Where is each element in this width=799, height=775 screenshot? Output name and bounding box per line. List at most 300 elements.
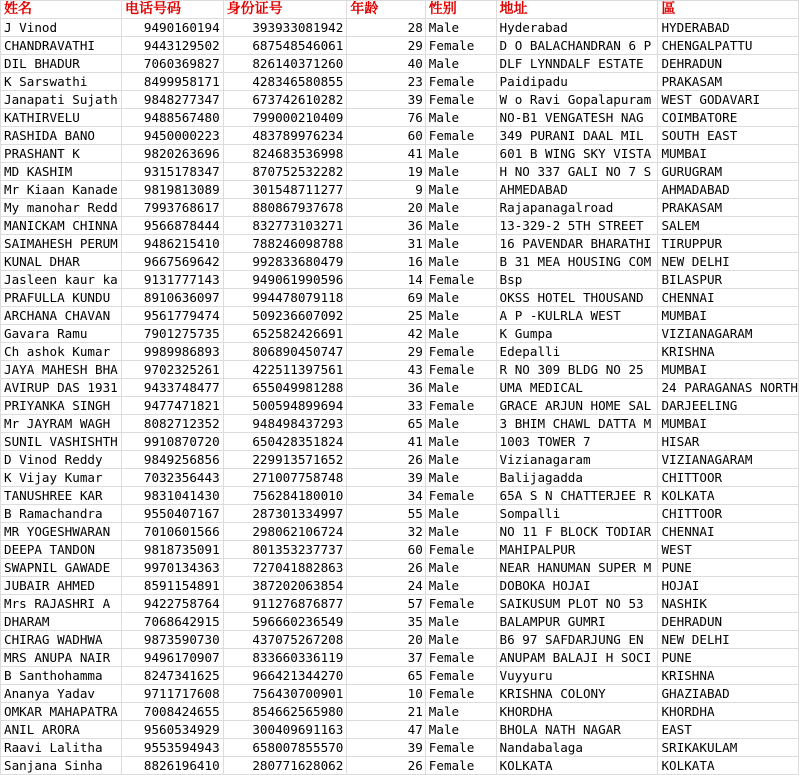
cell-district[interactable]: BILASPUR [658, 271, 799, 289]
cell-district[interactable]: AHMADABAD [658, 181, 799, 199]
cell-district[interactable]: COIMBATORE [658, 109, 799, 127]
cell-gender[interactable]: Male [425, 703, 496, 721]
cell-id-number[interactable]: 301548711277 [223, 181, 347, 199]
cell-gender[interactable]: Male [425, 109, 496, 127]
cell-id-number[interactable]: 428346580855 [223, 73, 347, 91]
header-phone[interactable]: 电话号码 [121, 1, 223, 19]
cell-age[interactable]: 41 [347, 145, 425, 163]
cell-id-number[interactable]: 833660336119 [223, 649, 347, 667]
cell-gender[interactable]: Male [425, 379, 496, 397]
cell-phone[interactable]: 9433748477 [121, 379, 223, 397]
cell-gender[interactable]: Female [425, 37, 496, 55]
cell-district[interactable]: DARJEELING [658, 397, 799, 415]
cell-phone[interactable]: 8591154891 [121, 577, 223, 595]
cell-address[interactable]: Hyderabad [496, 19, 658, 37]
cell-address[interactable]: W o Ravi Gopalapuram [496, 91, 658, 109]
cell-district[interactable]: DEHRADUN [658, 55, 799, 73]
cell-address[interactable]: NO 11 F BLOCK TODIAR [496, 523, 658, 541]
cell-district[interactable]: SALEM [658, 217, 799, 235]
cell-gender[interactable]: Male [425, 505, 496, 523]
cell-gender[interactable]: Female [425, 361, 496, 379]
cell-id-number[interactable]: 280771628062 [223, 757, 347, 775]
cell-name[interactable]: K Vijay Kumar [1, 469, 122, 487]
cell-name[interactable]: MD KASHIM [1, 163, 122, 181]
cell-name[interactable]: DHARAM [1, 613, 122, 631]
cell-district[interactable]: NASHIK [658, 595, 799, 613]
cell-address[interactable]: 16 PAVENDAR BHARATHI [496, 235, 658, 253]
cell-district[interactable]: WEST [658, 541, 799, 559]
cell-name[interactable]: DEEPA TANDON [1, 541, 122, 559]
cell-name[interactable]: Mr JAYRAM WAGH [1, 415, 122, 433]
cell-phone[interactable]: 9711717608 [121, 685, 223, 703]
cell-age[interactable]: 16 [347, 253, 425, 271]
cell-district[interactable]: KHORDHA [658, 703, 799, 721]
cell-name[interactable]: SUNIL VASHISHTH [1, 433, 122, 451]
cell-name[interactable]: Ananya Yadav [1, 685, 122, 703]
cell-name[interactable]: CHANDRAVATHI [1, 37, 122, 55]
cell-gender[interactable]: Female [425, 127, 496, 145]
cell-address[interactable]: BHOLA NATH NAGAR [496, 721, 658, 739]
cell-address[interactable]: Bsp [496, 271, 658, 289]
cell-age[interactable]: 65 [347, 667, 425, 685]
cell-phone[interactable]: 9450000223 [121, 127, 223, 145]
cell-address[interactable]: Paidipadu [496, 73, 658, 91]
cell-name[interactable]: K Sarswathi [1, 73, 122, 91]
cell-phone[interactable]: 7032356443 [121, 469, 223, 487]
cell-district[interactable]: NEW DELHI [658, 253, 799, 271]
cell-address[interactable]: Nandabalaga [496, 739, 658, 757]
cell-name[interactable]: My manohar Redd [1, 199, 122, 217]
cell-id-number[interactable]: 949061990596 [223, 271, 347, 289]
cell-id-number[interactable]: 655049981288 [223, 379, 347, 397]
cell-district[interactable]: KOLKATA [658, 757, 799, 775]
cell-name[interactable]: Gavara Ramu [1, 325, 122, 343]
cell-gender[interactable]: Male [425, 469, 496, 487]
cell-gender[interactable]: Male [425, 55, 496, 73]
cell-id-number[interactable]: 650428351824 [223, 433, 347, 451]
cell-age[interactable]: 69 [347, 289, 425, 307]
cell-age[interactable]: 40 [347, 55, 425, 73]
cell-name[interactable]: Janapati Sujath [1, 91, 122, 109]
cell-name[interactable]: MANICKAM CHINNA [1, 217, 122, 235]
cell-phone[interactable]: 9477471821 [121, 397, 223, 415]
cell-age[interactable]: 31 [347, 235, 425, 253]
cell-district[interactable]: MUMBAI [658, 307, 799, 325]
cell-address[interactable]: KHORDHA [496, 703, 658, 721]
cell-phone[interactable]: 9315178347 [121, 163, 223, 181]
cell-gender[interactable]: Male [425, 613, 496, 631]
cell-phone[interactable]: 9989986893 [121, 343, 223, 361]
cell-id-number[interactable]: 437075267208 [223, 631, 347, 649]
cell-gender[interactable]: Male [425, 163, 496, 181]
cell-name[interactable]: CHIRAG WADHWA [1, 631, 122, 649]
cell-phone[interactable]: 9848277347 [121, 91, 223, 109]
cell-phone[interactable]: 9553594943 [121, 739, 223, 757]
cell-address[interactable]: DLF LYNNDALF ESTATE [496, 55, 658, 73]
cell-name[interactable]: MR YOGESHWARAN [1, 523, 122, 541]
cell-address[interactable]: D O BALACHANDRAN 6 P [496, 37, 658, 55]
cell-id-number[interactable]: 799000210409 [223, 109, 347, 127]
cell-address[interactable]: K Gumpa [496, 325, 658, 343]
cell-address[interactable]: AHMEDABAD [496, 181, 658, 199]
cell-gender[interactable]: Female [425, 649, 496, 667]
cell-id-number[interactable]: 509236607092 [223, 307, 347, 325]
cell-address[interactable]: Vizianagaram [496, 451, 658, 469]
cell-name[interactable]: SAIMAHESH PERUM [1, 235, 122, 253]
cell-address[interactable]: OKSS HOTEL THOUSAND [496, 289, 658, 307]
cell-id-number[interactable]: 393933081942 [223, 19, 347, 37]
cell-address[interactable]: Edepalli [496, 343, 658, 361]
cell-gender[interactable]: Female [425, 91, 496, 109]
cell-name[interactable]: DIL BHADUR [1, 55, 122, 73]
cell-name[interactable]: OMKAR MAHAPATRA [1, 703, 122, 721]
cell-id-number[interactable]: 870752532282 [223, 163, 347, 181]
cell-district[interactable]: CHITTOOR [658, 505, 799, 523]
cell-name[interactable]: D Vinod Reddy [1, 451, 122, 469]
cell-age[interactable]: 32 [347, 523, 425, 541]
cell-gender[interactable]: Male [425, 235, 496, 253]
cell-id-number[interactable]: 500594899694 [223, 397, 347, 415]
cell-address[interactable]: SAIKUSUM PLOT NO 53 [496, 595, 658, 613]
cell-district[interactable]: SOUTH EAST [658, 127, 799, 145]
cell-id-number[interactable]: 483789976234 [223, 127, 347, 145]
cell-id-number[interactable]: 824683536998 [223, 145, 347, 163]
cell-name[interactable]: PRAFULLA KUNDU [1, 289, 122, 307]
cell-address[interactable]: 349 PURANI DAAL MIL [496, 127, 658, 145]
cell-district[interactable]: WEST GODAVARI [658, 91, 799, 109]
cell-address[interactable]: H NO 337 GALI NO 7 S [496, 163, 658, 181]
cell-address[interactable]: KOLKATA [496, 757, 658, 775]
cell-gender[interactable]: Male [425, 19, 496, 37]
cell-phone[interactable]: 9486215410 [121, 235, 223, 253]
cell-gender[interactable]: Male [425, 415, 496, 433]
cell-name[interactable]: Mr Kiaan Kanade [1, 181, 122, 199]
cell-gender[interactable]: Male [425, 181, 496, 199]
cell-id-number[interactable]: 992833680479 [223, 253, 347, 271]
cell-phone[interactable]: 9131777143 [121, 271, 223, 289]
cell-phone[interactable]: 9490160194 [121, 19, 223, 37]
cell-gender[interactable]: Female [425, 73, 496, 91]
cell-id-number[interactable]: 948498437293 [223, 415, 347, 433]
cell-id-number[interactable]: 966421344270 [223, 667, 347, 685]
cell-gender[interactable]: Female [425, 397, 496, 415]
cell-address[interactable]: NO-B1 VENGATESH NAG [496, 109, 658, 127]
cell-address[interactable]: 65A S N CHATTERJEE R [496, 487, 658, 505]
cell-district[interactable]: CHITTOOR [658, 469, 799, 487]
cell-district[interactable]: 24 PARAGANAS NORTH [658, 379, 799, 397]
cell-phone[interactable]: 7901275735 [121, 325, 223, 343]
cell-district[interactable]: PRAKASAM [658, 73, 799, 91]
cell-name[interactable]: ARCHANA CHAVAN [1, 307, 122, 325]
cell-gender[interactable]: Female [425, 595, 496, 613]
cell-id-number[interactable]: 673742610282 [223, 91, 347, 109]
cell-phone[interactable]: 9496170907 [121, 649, 223, 667]
cell-district[interactable]: MUMBAI [658, 145, 799, 163]
cell-gender[interactable]: Male [425, 307, 496, 325]
cell-phone[interactable]: 7993768617 [121, 199, 223, 217]
cell-id-number[interactable]: 911276876877 [223, 595, 347, 613]
cell-id-number[interactable]: 854662565980 [223, 703, 347, 721]
cell-name[interactable]: PRIYANKA SINGH [1, 397, 122, 415]
cell-phone[interactable]: 9560534929 [121, 721, 223, 739]
cell-gender[interactable]: Male [425, 199, 496, 217]
cell-id-number[interactable]: 652582426691 [223, 325, 347, 343]
cell-district[interactable]: KOLKATA [658, 487, 799, 505]
cell-age[interactable]: 34 [347, 487, 425, 505]
cell-district[interactable]: CHENNAI [658, 289, 799, 307]
cell-district[interactable]: VIZIANAGARAM [658, 451, 799, 469]
cell-name[interactable]: Sanjana Sinha [1, 757, 122, 775]
cell-age[interactable]: 43 [347, 361, 425, 379]
cell-gender[interactable]: Male [425, 289, 496, 307]
cell-name[interactable]: KATHIRVELU [1, 109, 122, 127]
cell-age[interactable]: 57 [347, 595, 425, 613]
cell-district[interactable]: TIRUPPUR [658, 235, 799, 253]
cell-address[interactable]: KRISHNA COLONY [496, 685, 658, 703]
header-gender[interactable]: 性别 [425, 1, 496, 19]
cell-address[interactable]: UMA MEDICAL [496, 379, 658, 397]
cell-age[interactable]: 14 [347, 271, 425, 289]
cell-address[interactable]: 601 B WING SKY VISTA [496, 145, 658, 163]
cell-address[interactable]: Balijagadda [496, 469, 658, 487]
cell-address[interactable]: Rajapanagalroad [496, 199, 658, 217]
cell-id-number[interactable]: 994478079118 [223, 289, 347, 307]
cell-district[interactable]: CHENNAI [658, 523, 799, 541]
cell-id-number[interactable]: 229913571652 [223, 451, 347, 469]
cell-phone[interactable]: 9910870720 [121, 433, 223, 451]
cell-address[interactable]: R NO 309 BLDG NO 25 [496, 361, 658, 379]
cell-address[interactable]: B6 97 SAFDARJUNG EN [496, 631, 658, 649]
cell-district[interactable]: CHENGALPATTU [658, 37, 799, 55]
cell-name[interactable]: Jasleen kaur ka [1, 271, 122, 289]
cell-district[interactable]: GHAZIABAD [658, 685, 799, 703]
cell-gender[interactable]: Male [425, 325, 496, 343]
cell-name[interactable]: JAYA MAHESH BHA [1, 361, 122, 379]
cell-age[interactable]: 25 [347, 307, 425, 325]
header-age[interactable]: 年龄 [347, 1, 425, 19]
cell-phone[interactable]: 9819813089 [121, 181, 223, 199]
cell-phone[interactable]: 7010601566 [121, 523, 223, 541]
cell-id-number[interactable]: 832773103271 [223, 217, 347, 235]
cell-age[interactable]: 26 [347, 757, 425, 775]
cell-age[interactable]: 19 [347, 163, 425, 181]
cell-gender[interactable]: Female [425, 541, 496, 559]
cell-id-number[interactable]: 271007758748 [223, 469, 347, 487]
cell-id-number[interactable]: 298062106724 [223, 523, 347, 541]
cell-gender[interactable]: Male [425, 523, 496, 541]
cell-gender[interactable]: Female [425, 685, 496, 703]
cell-age[interactable]: 35 [347, 613, 425, 631]
header-id-number[interactable]: 身份证号 [223, 1, 347, 19]
cell-age[interactable]: 47 [347, 721, 425, 739]
cell-phone[interactable]: 9831041430 [121, 487, 223, 505]
cell-district[interactable]: MUMBAI [658, 361, 799, 379]
cell-gender[interactable]: Female [425, 739, 496, 757]
cell-id-number[interactable]: 300409691163 [223, 721, 347, 739]
cell-gender[interactable]: Female [425, 343, 496, 361]
cell-gender[interactable]: Female [425, 757, 496, 775]
cell-id-number[interactable]: 801353237737 [223, 541, 347, 559]
cell-age[interactable]: 36 [347, 217, 425, 235]
cell-name[interactable]: SWAPNIL GAWADE [1, 559, 122, 577]
cell-id-number[interactable]: 387202063854 [223, 577, 347, 595]
cell-phone[interactable]: 9820263696 [121, 145, 223, 163]
cell-address[interactable]: Vuyyuru [496, 667, 658, 685]
cell-age[interactable]: 42 [347, 325, 425, 343]
cell-gender[interactable]: Male [425, 721, 496, 739]
cell-district[interactable]: DEHRADUN [658, 613, 799, 631]
cell-name[interactable]: B Santhohamma [1, 667, 122, 685]
cell-age[interactable]: 55 [347, 505, 425, 523]
cell-age[interactable]: 29 [347, 37, 425, 55]
header-district[interactable]: 區 [658, 1, 799, 19]
cell-address[interactable]: 13-329-2 5TH STREET [496, 217, 658, 235]
cell-gender[interactable]: Male [425, 451, 496, 469]
cell-address[interactable]: BALAMPUR GUMRI [496, 613, 658, 631]
cell-phone[interactable]: 9422758764 [121, 595, 223, 613]
cell-age[interactable]: 65 [347, 415, 425, 433]
cell-district[interactable]: GURUGRAM [658, 163, 799, 181]
cell-district[interactable]: SRIKAKULAM [658, 739, 799, 757]
cell-age[interactable]: 20 [347, 199, 425, 217]
cell-id-number[interactable]: 727041882863 [223, 559, 347, 577]
cell-gender[interactable]: Male [425, 145, 496, 163]
cell-id-number[interactable]: 756284180010 [223, 487, 347, 505]
cell-id-number[interactable]: 788246098788 [223, 235, 347, 253]
cell-district[interactable]: PRAKASAM [658, 199, 799, 217]
cell-name[interactable]: Mrs RAJASHRI A [1, 595, 122, 613]
cell-district[interactable]: VIZIANAGARAM [658, 325, 799, 343]
cell-name[interactable]: PRASHANT K [1, 145, 122, 163]
cell-phone[interactable]: 9873590730 [121, 631, 223, 649]
cell-name[interactable]: MRS ANUPA NAIR [1, 649, 122, 667]
cell-phone[interactable]: 9443129502 [121, 37, 223, 55]
cell-name[interactable]: B Ramachandra [1, 505, 122, 523]
cell-district[interactable]: NEW DELHI [658, 631, 799, 649]
cell-id-number[interactable]: 658007855570 [223, 739, 347, 757]
cell-name[interactable]: Ch ashok Kumar [1, 343, 122, 361]
cell-id-number[interactable]: 806890450747 [223, 343, 347, 361]
cell-age[interactable]: 28 [347, 19, 425, 37]
cell-address[interactable]: B 31 MEA HOUSING COM [496, 253, 658, 271]
cell-name[interactable]: TANUSHREE KAR [1, 487, 122, 505]
cell-district[interactable]: MUMBAI [658, 415, 799, 433]
cell-age[interactable]: 39 [347, 739, 425, 757]
cell-gender[interactable]: Male [425, 217, 496, 235]
cell-gender[interactable]: Male [425, 577, 496, 595]
cell-id-number[interactable]: 422511397561 [223, 361, 347, 379]
cell-address[interactable]: GRACE ARJUN HOME SAL [496, 397, 658, 415]
cell-age[interactable]: 33 [347, 397, 425, 415]
cell-district[interactable]: HOJAI [658, 577, 799, 595]
cell-age[interactable]: 29 [347, 343, 425, 361]
cell-address[interactable]: Sompalli [496, 505, 658, 523]
cell-age[interactable]: 41 [347, 433, 425, 451]
cell-age[interactable]: 23 [347, 73, 425, 91]
cell-phone[interactable]: 9488567480 [121, 109, 223, 127]
cell-name[interactable]: ANIL ARORA [1, 721, 122, 739]
cell-name[interactable]: JUBAIR AHMED [1, 577, 122, 595]
cell-id-number[interactable]: 687548546061 [223, 37, 347, 55]
cell-phone[interactable]: 9550407167 [121, 505, 223, 523]
cell-id-number[interactable]: 596660236549 [223, 613, 347, 631]
cell-age[interactable]: 21 [347, 703, 425, 721]
cell-district[interactable]: KRISHNA [658, 343, 799, 361]
cell-name[interactable]: Raavi Lalitha [1, 739, 122, 757]
cell-phone[interactable]: 8910636097 [121, 289, 223, 307]
cell-phone[interactable]: 9561779474 [121, 307, 223, 325]
cell-address[interactable]: NEAR HANUMAN SUPER M [496, 559, 658, 577]
cell-address[interactable]: DOBOKA HOJAI [496, 577, 658, 595]
cell-age[interactable]: 60 [347, 127, 425, 145]
cell-phone[interactable]: 8499958171 [121, 73, 223, 91]
cell-phone[interactable]: 7008424655 [121, 703, 223, 721]
cell-gender[interactable]: Female [425, 667, 496, 685]
cell-age[interactable]: 9 [347, 181, 425, 199]
cell-phone[interactable]: 9667569642 [121, 253, 223, 271]
cell-age[interactable]: 26 [347, 451, 425, 469]
cell-gender[interactable]: Male [425, 559, 496, 577]
header-name[interactable]: 姓名 [1, 1, 122, 19]
cell-phone[interactable]: 9818735091 [121, 541, 223, 559]
cell-phone[interactable]: 7068642915 [121, 613, 223, 631]
cell-age[interactable]: 10 [347, 685, 425, 703]
cell-address[interactable]: 3 BHIM CHAWL DATTA M [496, 415, 658, 433]
cell-phone[interactable]: 9566878444 [121, 217, 223, 235]
cell-address[interactable]: A P -KULRLA WEST [496, 307, 658, 325]
cell-phone[interactable]: 9970134363 [121, 559, 223, 577]
cell-id-number[interactable]: 287301334997 [223, 505, 347, 523]
cell-district[interactable]: HYDERABAD [658, 19, 799, 37]
header-address[interactable]: 地址 [496, 1, 658, 19]
cell-age[interactable]: 20 [347, 631, 425, 649]
cell-id-number[interactable]: 880867937678 [223, 199, 347, 217]
cell-age[interactable]: 37 [347, 649, 425, 667]
cell-phone[interactable]: 9702325261 [121, 361, 223, 379]
cell-id-number[interactable]: 826140371260 [223, 55, 347, 73]
cell-address[interactable]: ANUPAM BALAJI H SOCI [496, 649, 658, 667]
cell-address[interactable]: MAHIPALPUR [496, 541, 658, 559]
cell-gender[interactable]: Female [425, 271, 496, 289]
cell-gender[interactable]: Male [425, 253, 496, 271]
cell-age[interactable]: 26 [347, 559, 425, 577]
cell-name[interactable]: KUNAL DHAR [1, 253, 122, 271]
cell-age[interactable]: 39 [347, 91, 425, 109]
cell-name[interactable]: AVIRUP DAS 1931 [1, 379, 122, 397]
cell-age[interactable]: 76 [347, 109, 425, 127]
cell-phone[interactable]: 8082712352 [121, 415, 223, 433]
cell-district[interactable]: EAST [658, 721, 799, 739]
cell-phone[interactable]: 9849256856 [121, 451, 223, 469]
cell-age[interactable]: 24 [347, 577, 425, 595]
cell-district[interactable]: PUNE [658, 649, 799, 667]
cell-phone[interactable]: 8826196410 [121, 757, 223, 775]
cell-phone[interactable]: 7060369827 [121, 55, 223, 73]
cell-age[interactable]: 60 [347, 541, 425, 559]
cell-age[interactable]: 39 [347, 469, 425, 487]
cell-gender[interactable]: Male [425, 631, 496, 649]
cell-address[interactable]: 1003 TOWER 7 [496, 433, 658, 451]
cell-district[interactable]: HISAR [658, 433, 799, 451]
cell-id-number[interactable]: 756430700901 [223, 685, 347, 703]
cell-district[interactable]: PUNE [658, 559, 799, 577]
cell-district[interactable]: KRISHNA [658, 667, 799, 685]
cell-age[interactable]: 36 [347, 379, 425, 397]
cell-name[interactable]: RASHIDA BANO [1, 127, 122, 145]
cell-gender[interactable]: Male [425, 433, 496, 451]
cell-gender[interactable]: Female [425, 487, 496, 505]
cell-name[interactable]: J Vinod [1, 19, 122, 37]
